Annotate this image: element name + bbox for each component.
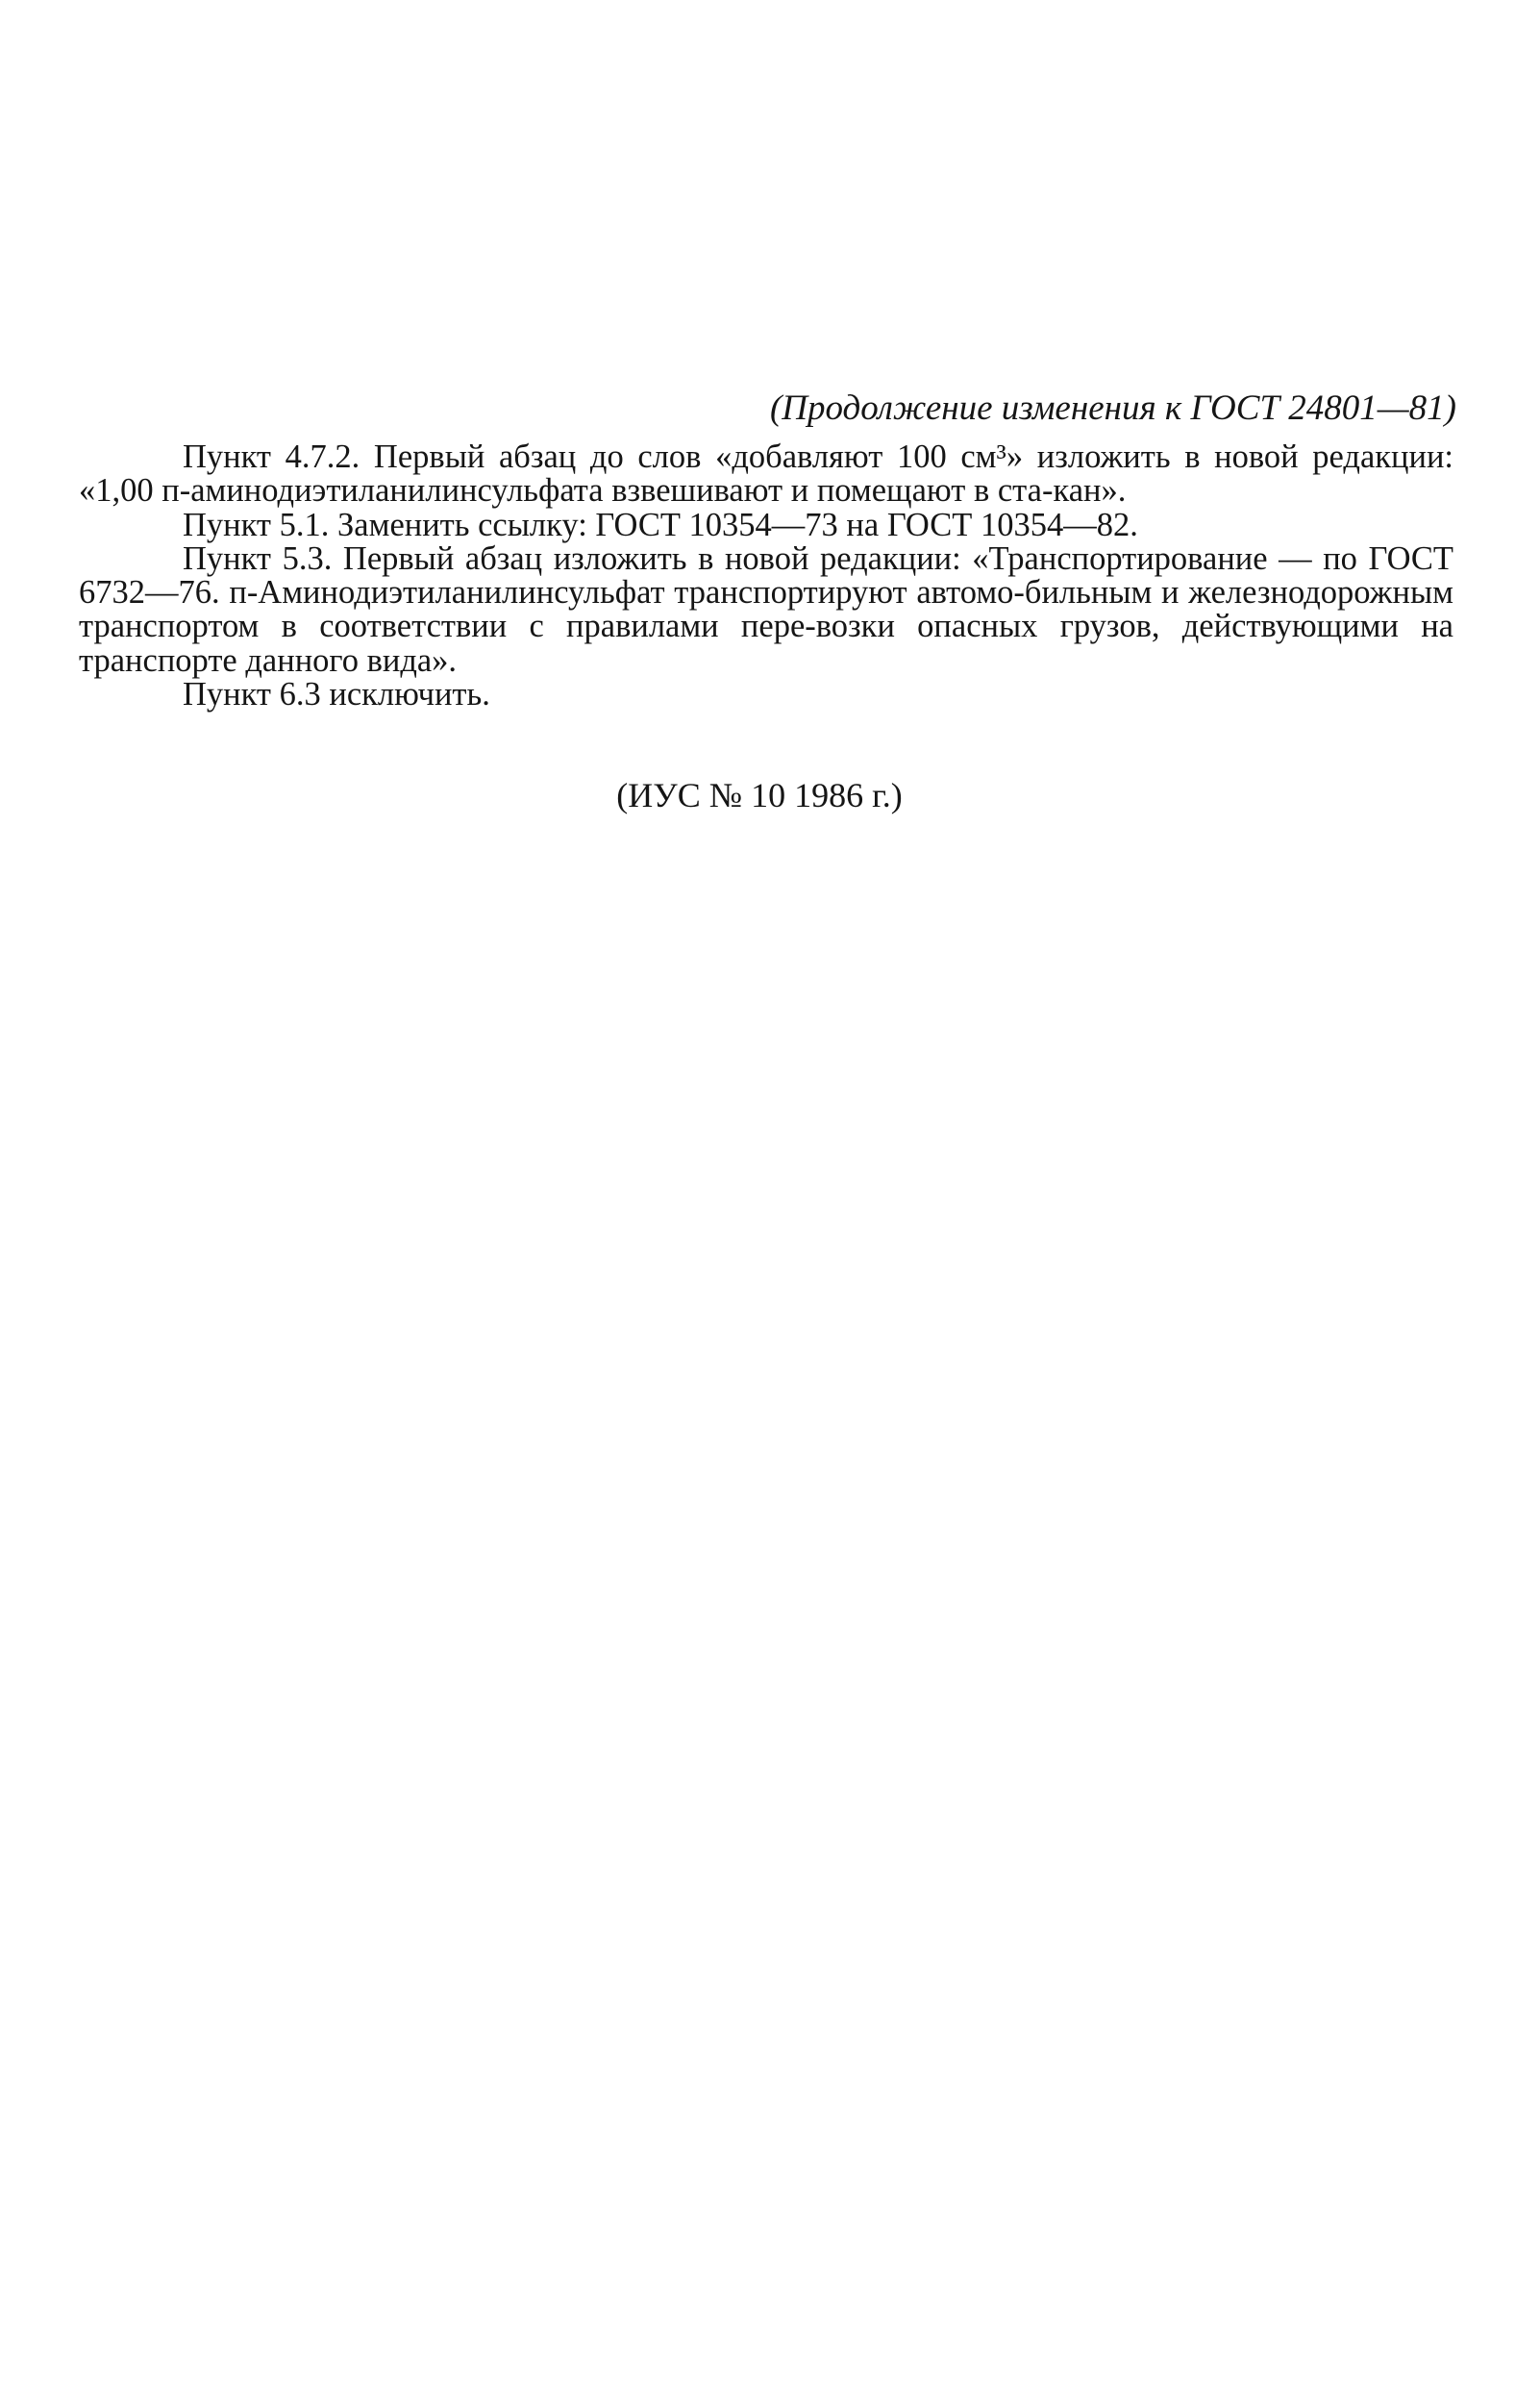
source-reference: (ИУС № 10 1986 г.)	[616, 776, 903, 814]
paragraph-item-5-3: Пункт 5.3. Первый абзац изложить в новой редакции: «Транспортирование — по ГОСТ 6732—76. п-Аминодиэтиланилинсульфат транспортируют автомо-бильным и железнодорожным транспортом в соответствии с правилами пере-возки опасных грузов, действующими на транспорте данного вида».	[79, 539, 1453, 679]
paragraph-item-6-3: Пункт 6.3 исключить.	[183, 676, 490, 713]
paragraph-item-5-1: Пункт 5.1. Заменить ссылку: ГОСТ 10354—73 на ГОСТ 10354—82.	[183, 506, 1138, 543]
amendment-text	[79, 440, 1453, 712]
paragraph-item-4-7-2: Пункт 4.7.2. Первый абзац до слов «добавляют 100 см³» изложить в новой редакции: «1,00 п-аминодиэтиланилинсульфата взвешивают и помещают в ста-кан».	[79, 438, 1453, 510]
continuation-header: (Продолжение изменения к ГОСТ 24801—81)	[769, 388, 1456, 428]
